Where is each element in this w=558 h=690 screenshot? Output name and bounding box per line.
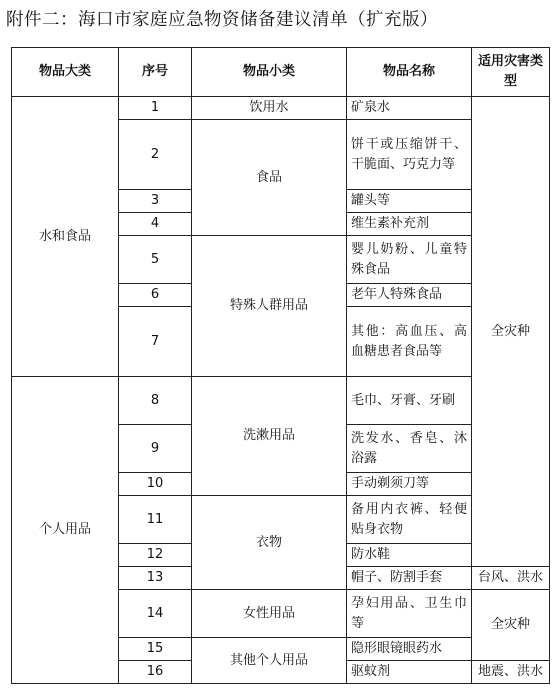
seq-cell: 9 [119,425,192,473]
disaster-all-1: 全灾种 [472,97,550,567]
seq-cell: 1 [119,97,192,120]
subcat-drinking-water: 饮用水 [192,97,347,120]
item-name-cell: 其他：高血压、高血糖患者食品等 [347,307,472,377]
subcat-clothing: 衣物 [192,496,347,590]
page-title: 附件二：海口市家庭应急物资储备建议清单（扩充版） [6,10,438,30]
supplies-table [11,47,550,684]
seq-cell: 8 [119,377,192,425]
item-name-cell: 备用内衣裤、轻便贴身衣物 [347,496,472,544]
table-row [12,97,550,120]
item-name-cell: 隐形眼镜眼药水 [347,638,472,661]
item-name-cell: 罐头等 [347,190,472,213]
header-row [12,48,550,97]
item-name-cell: 手动剃须刀等 [347,473,472,496]
seq-cell: 2 [119,120,192,190]
seq-cell: 5 [119,236,192,284]
seq-cell: 7 [119,307,192,377]
item-name-cell: 帽子、防割手套 [347,567,472,590]
item-name-cell: 孕妇用品、卫生巾等 [347,590,472,638]
subcat-other-personal: 其他个人用品 [192,638,347,684]
item-name-cell: 驱蚊剂 [347,661,472,684]
disaster-all-2: 全灾种 [472,590,550,661]
seq-cell: 6 [119,284,192,307]
seq-cell: 10 [119,473,192,496]
seq-cell: 12 [119,544,192,567]
header-disaster: 适用灾害类型 [472,48,550,97]
seq-cell: 3 [119,190,192,213]
seq-cell: 11 [119,496,192,544]
seq-cell: 4 [119,213,192,236]
header-category: 物品大类 [12,48,119,97]
disaster-quake-flood: 地震、洪水 [472,661,550,684]
seq-cell: 15 [119,638,192,661]
seq-cell: 16 [119,661,192,684]
group-water-food: 水和食品 [12,97,119,377]
header-item-name: 物品名称 [347,48,472,97]
table-row [12,377,550,425]
item-name-cell: 毛巾、牙膏、牙刷 [347,377,472,425]
item-name-cell: 矿泉水 [347,97,472,120]
subcat-hygiene: 洗漱用品 [192,377,347,496]
seq-cell: 14 [119,590,192,638]
item-name-cell: 老年人特殊食品 [347,284,472,307]
header-subcategory: 物品小类 [192,48,347,97]
subcat-food: 食品 [192,120,347,236]
subcat-women: 女性用品 [192,590,347,638]
item-name-cell: 洗发水、香皂、沐浴露 [347,425,472,473]
group-personal: 个人用品 [12,377,119,684]
item-name-cell: 饼干或压缩饼干、干脆面、巧克力等 [347,120,472,190]
item-name-cell: 维生素补充剂 [347,213,472,236]
subcat-special-group: 特殊人群用品 [192,236,347,377]
item-name-cell: 防水鞋 [347,544,472,567]
disaster-typhoon-flood: 台风、洪水 [472,567,550,590]
seq-cell: 13 [119,567,192,590]
item-name-cell: 婴儿奶粉、儿童特殊食品 [347,236,472,284]
header-seq: 序号 [119,48,192,97]
